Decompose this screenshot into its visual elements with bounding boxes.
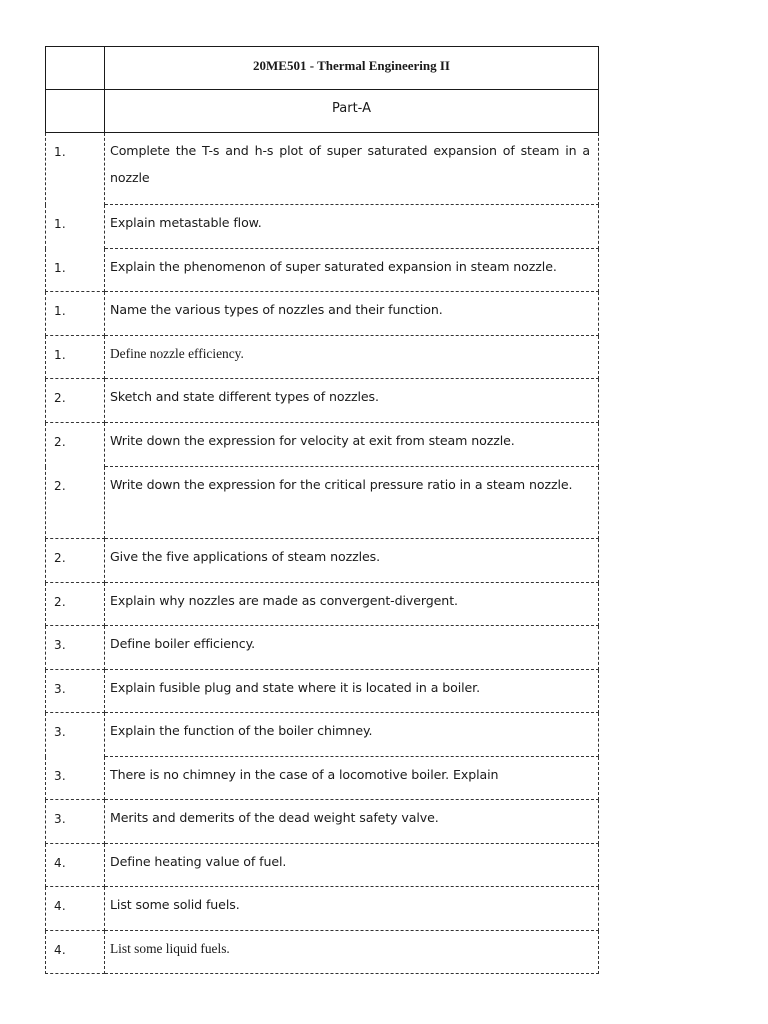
question-row bbox=[46, 133, 599, 205]
question-number: 3. bbox=[54, 812, 67, 826]
question-number: 2. bbox=[54, 551, 67, 565]
question-text-cell bbox=[105, 423, 599, 467]
question-text: Explain the function of the boiler chimney. bbox=[110, 723, 373, 738]
question-number-cell bbox=[46, 133, 105, 205]
question-row bbox=[46, 887, 599, 931]
question-row bbox=[46, 626, 599, 670]
question-text-cell bbox=[105, 887, 599, 931]
question-text-cell bbox=[105, 583, 599, 626]
question-text: List some solid fuels. bbox=[110, 897, 240, 912]
question-row bbox=[46, 379, 599, 423]
question-number: 3. bbox=[54, 638, 67, 652]
question-text-cell bbox=[105, 757, 599, 800]
question-text-cell bbox=[105, 205, 599, 249]
question-number-cell bbox=[46, 583, 105, 626]
question-text: Define boiler efficiency. bbox=[110, 636, 256, 651]
question-row bbox=[46, 713, 599, 757]
section-row bbox=[46, 90, 599, 133]
title-num-cell bbox=[46, 47, 105, 90]
question-number: 4. bbox=[54, 856, 67, 870]
question-text: Write down the expression for velocity at exit from steam nozzle. bbox=[110, 433, 515, 448]
question-text-cell bbox=[105, 467, 599, 539]
question-number: 1. bbox=[54, 145, 67, 159]
question-number: 2. bbox=[54, 391, 67, 405]
question-number: 4. bbox=[54, 943, 67, 957]
section-heading: Part-A bbox=[332, 101, 371, 116]
question-row bbox=[46, 467, 599, 539]
title-row bbox=[46, 47, 599, 90]
question-text: Explain fusible plug and state where it is located in a boiler. bbox=[110, 680, 480, 695]
document-title: 20ME501 - Thermal Engineering II bbox=[253, 58, 450, 73]
question-row bbox=[46, 539, 599, 583]
question-row bbox=[46, 670, 599, 713]
title-cell bbox=[105, 47, 599, 90]
question-text: Name the various types of nozzles and their function. bbox=[110, 302, 443, 317]
section-num-cell bbox=[46, 90, 105, 133]
question-number-cell bbox=[46, 887, 105, 931]
question-number-cell bbox=[46, 757, 105, 800]
question-number: 1. bbox=[54, 260, 67, 275]
question-number-cell bbox=[46, 336, 105, 379]
question-row bbox=[46, 249, 599, 292]
question-text-cell bbox=[105, 133, 599, 205]
question-number: 4. bbox=[54, 899, 67, 913]
question-number-cell bbox=[46, 292, 105, 336]
question-row bbox=[46, 800, 599, 844]
question-text-cell bbox=[105, 249, 599, 292]
question-text-cell bbox=[105, 670, 599, 713]
question-text-cell bbox=[105, 336, 599, 379]
question-text: Explain why nozzles are made as convergent-divergent. bbox=[110, 593, 458, 608]
question-text: Explain metastable flow. bbox=[110, 215, 262, 230]
question-text-cell bbox=[105, 292, 599, 336]
question-text-cell bbox=[105, 626, 599, 670]
question-number-cell bbox=[46, 626, 105, 670]
question-number: 2. bbox=[54, 478, 67, 493]
question-text-cell bbox=[105, 379, 599, 423]
question-number-cell bbox=[46, 205, 105, 249]
question-text: Give the five applications of steam nozzles. bbox=[110, 549, 381, 564]
question-text: Define heating value of fuel. bbox=[110, 854, 287, 869]
question-row bbox=[46, 931, 599, 974]
question-text: Merits and demerits of the dead weight safety valve. bbox=[110, 810, 439, 825]
question-number-cell bbox=[46, 379, 105, 423]
question-text: Define nozzle efficiency. bbox=[110, 346, 244, 361]
question-text-cell bbox=[105, 800, 599, 844]
question-text-cell bbox=[105, 931, 599, 974]
question-text-cell bbox=[105, 713, 599, 757]
question-number-cell bbox=[46, 844, 105, 887]
question-row bbox=[46, 205, 599, 249]
question-number: 3. bbox=[54, 725, 67, 739]
question-text-cell bbox=[105, 844, 599, 887]
question-row bbox=[46, 336, 599, 379]
question-number-cell bbox=[46, 467, 105, 539]
question-number: 1. bbox=[54, 304, 67, 318]
question-number-cell bbox=[46, 670, 105, 713]
question-text: Explain the phenomenon of super saturated expansion in steam nozzle. bbox=[110, 259, 557, 274]
question-table bbox=[45, 46, 599, 974]
question-number-cell bbox=[46, 423, 105, 467]
question-text: Write down the expression for the critical pressure ratio in a steam nozzle. bbox=[110, 477, 573, 492]
question-row bbox=[46, 844, 599, 887]
question-row bbox=[46, 423, 599, 467]
question-text: Complete the T-s and h-s plot of super saturated expansion of steam in a nozzle bbox=[110, 143, 590, 185]
question-number-cell bbox=[46, 249, 105, 292]
question-number: 1. bbox=[54, 216, 67, 231]
question-number: 3. bbox=[54, 682, 67, 696]
question-text: Sketch and state different types of nozzles. bbox=[110, 389, 379, 404]
question-number-cell bbox=[46, 713, 105, 757]
question-number: 3. bbox=[54, 768, 67, 783]
question-number: 1. bbox=[54, 348, 67, 362]
question-text: List some liquid fuels. bbox=[110, 941, 230, 956]
section-cell bbox=[105, 90, 599, 133]
question-row bbox=[46, 583, 599, 626]
question-number-cell bbox=[46, 539, 105, 583]
question-number-cell bbox=[46, 800, 105, 844]
question-row bbox=[46, 757, 599, 800]
question-text: There is no chimney in the case of a locomotive boiler. Explain bbox=[110, 767, 499, 782]
question-row bbox=[46, 292, 599, 336]
question-number: 2. bbox=[54, 595, 67, 609]
question-text-cell bbox=[105, 539, 599, 583]
question-number-cell bbox=[46, 931, 105, 974]
question-number: 2. bbox=[54, 435, 67, 449]
